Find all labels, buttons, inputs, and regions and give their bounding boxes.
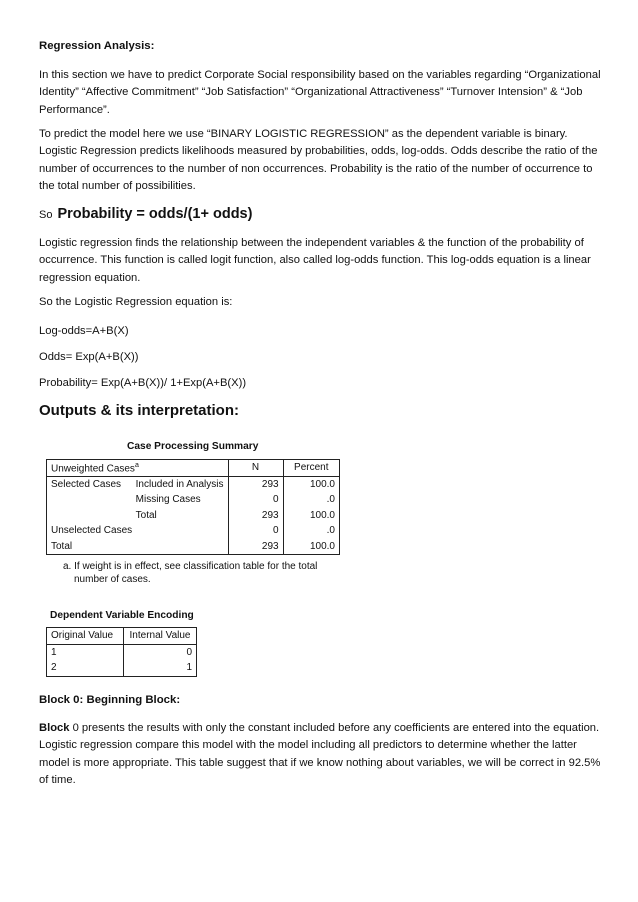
row-sub: Total [135,509,157,521]
block-heading: Block 0: Beginning Block: [39,694,181,706]
block-paragraph-bold: Block [39,722,70,734]
table-row [47,660,197,676]
equation-log-odds: Log-odds=A+B(X) [39,325,129,337]
outputs-heading: Outputs & its interpretation: [39,402,239,419]
row-sub: Missing Cases [135,494,201,506]
row-original: 2 [47,660,124,676]
intro-paragraph: In this section we have to predict Corporate Social responsibility based on the variables regarding “Organizational Identity” “Affective Commitment” “Job Satisfaction” “Organizational Attractiveness” “Turnover Intension” & “Job Performance”. [39,69,601,116]
equation-probability: Probability= Exp(A+B(X))/ 1+Exp(A+B(X)) [39,377,247,389]
header-internal-value: Internal Value [124,628,197,645]
case-table-title: Case Processing Summary [127,441,259,452]
model-paragraph: To predict the model here we use “BINARY LOGISTIC REGRESSION” as the dependent variable is binary. Logistic Regression predicts likelihoods measured by probabilities, odds, log-odds. Odds describe the ratio of the number of occurrences to the number of non occurrences. Probability is the ratio of the number of occurrence to the total number of possibilities. [39,128,598,193]
table-header-row [47,628,197,645]
block-paragraph-text: 0 presents the results with only the constant included before any coefficients are entered into the equation. Logistic regression compare this model with the model including all predictors to determine whether the latter model is more appropriate. This table suggest that if we know nothing about variables, we will be correct in 92.5% of time. [39,722,601,787]
row-percent: 100.0 [283,476,339,492]
table-row [47,523,340,539]
encoding-table-title: Dependent Variable Encoding [50,610,194,621]
formula-prefix: So [39,209,53,221]
case-processing-table [46,459,340,555]
equation-intro: So the Logistic Regression equation is: [39,296,233,308]
probability-formula [39,206,252,222]
row-n: 293 [228,539,283,555]
row-n: 293 [228,476,283,492]
row-internal: 0 [124,644,197,660]
header-superscript: a [134,461,139,469]
section-title: Regression Analysis: [39,40,155,52]
row-group [47,508,132,524]
equation-odds: Odds= Exp(A+B(X)) [39,351,139,363]
row-percent: 100.0 [283,508,339,524]
table-row [47,644,197,660]
row-group [47,492,132,508]
block-paragraph [39,720,604,790]
row-percent: .0 [283,523,339,539]
header-percent: Percent [283,460,339,477]
row-group: Total [47,539,229,555]
formula-text: Probability = odds/(1+ odds) [57,206,253,222]
row-percent: .0 [283,492,339,508]
table-row [47,539,340,555]
footnote-line-2: number of cases. [74,573,151,585]
table-row [47,492,340,508]
row-n: 0 [228,523,283,539]
table-header-row [47,460,340,477]
header-unweighted-cases [47,460,229,477]
dependent-variable-encoding-table [46,627,197,677]
header-n: N [228,460,283,477]
header-original-value: Original Value [47,628,124,645]
row-internal: 1 [124,660,197,676]
row-n: 293 [228,508,283,524]
table-row [47,476,340,492]
row-n: 0 [228,492,283,508]
row-group: Unselected Cases [47,523,229,539]
footnote-line-1: a. If weight is in effect, see classification table for the total [63,561,318,572]
logit-paragraph: Logistic regression finds the relationship between the independent variables & the function of the probability of occurrence. This function is called logit function, also called log-odds function. This log-odds equation is a linear regression equation. [39,237,591,284]
header-label: Unweighted Cases [51,462,135,474]
row-original: 1 [47,644,124,660]
row-sub: Included in Analysis [135,478,224,490]
case-table-footnote [63,561,317,586]
row-group: Selected Cases [47,476,132,492]
row-percent: 100.0 [283,539,339,555]
table-row [47,508,340,524]
